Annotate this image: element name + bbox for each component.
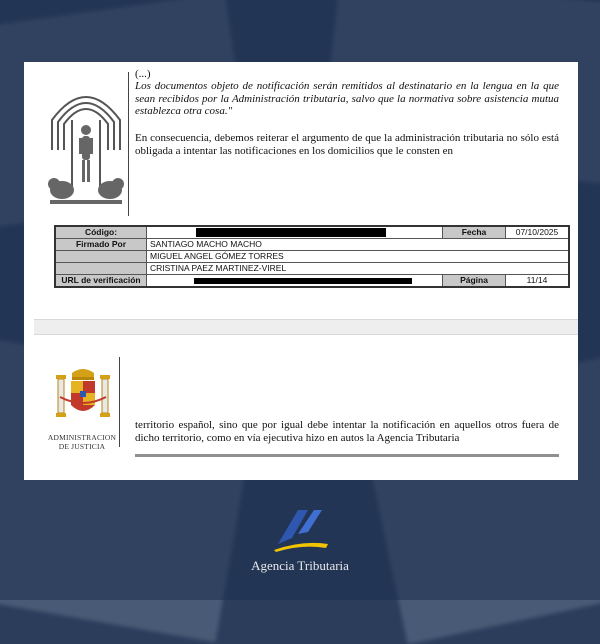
continuation-paragraph: territorio español, sino que por igual debe intentar la notificación en aquellos otros fuera de dicho territorio, como en vía ejecutiva hizo en autos la Agencia Tributaria — [135, 419, 559, 444]
redaction-bar — [196, 228, 386, 237]
agencia-tributaria-logo-icon — [268, 506, 332, 552]
code-value — [147, 226, 443, 239]
divider-line — [119, 357, 120, 447]
table-row — [55, 275, 569, 288]
signature-table — [54, 225, 570, 288]
junta-andalucia-emblem-icon — [46, 80, 126, 210]
page-value: 11/14 — [506, 275, 570, 288]
coat-caption-line: DE JUSTICIA — [58, 442, 106, 451]
date-value: 07/10/2025 — [506, 226, 570, 239]
divider-line — [128, 72, 129, 216]
signed-by-label: Firmado Por — [55, 239, 147, 251]
table-row — [55, 263, 569, 275]
document-page-lower — [24, 337, 578, 480]
spain-coat-of-arms-icon — [54, 365, 112, 429]
redaction-bar — [194, 278, 412, 284]
signer-name: SANTIAGO MACHO MACHO — [147, 239, 570, 251]
coat-caption-line: ADMINISTRACION — [47, 433, 117, 442]
ellipsis-text: (...) — [135, 68, 151, 80]
signed-by-label-cont — [55, 251, 147, 263]
signer-name: MIGUEL ANGEL GÓMEZ TORRES — [147, 251, 570, 263]
cut-off-text-line — [135, 451, 559, 459]
url-label: URL de verificación — [55, 275, 147, 288]
date-label: Fecha — [443, 226, 506, 239]
coat-caption — [32, 433, 132, 451]
url-value — [147, 275, 443, 288]
code-label: Código: — [55, 226, 147, 239]
table-row — [55, 251, 569, 263]
table-row — [55, 239, 569, 251]
quoted-paragraph: Los documentos objeto de notificación serán remitidos al destinatario en la lengua en la que sean recibidos por la Administración tributaria, salvo que la normativa sobre asistencia mutua establezca otra cosa." — [135, 80, 559, 118]
signer-name: CRISTINA PAEZ MARTINEZ-VIREL — [147, 263, 570, 275]
agency-name: Agencia Tributaria — [251, 558, 349, 573]
page-label: Página — [443, 275, 506, 288]
document-card — [24, 62, 578, 480]
document-page-upper — [24, 62, 578, 315]
table-row — [55, 226, 569, 239]
page-separator — [34, 319, 578, 335]
consequence-paragraph: En consecuencia, debemos reiterar el argumento de que la administración tributaria no sólo está obligada a intentar las notificaciones en los domicilios que le consten en — [135, 132, 559, 157]
signed-by-label-cont — [55, 263, 147, 275]
